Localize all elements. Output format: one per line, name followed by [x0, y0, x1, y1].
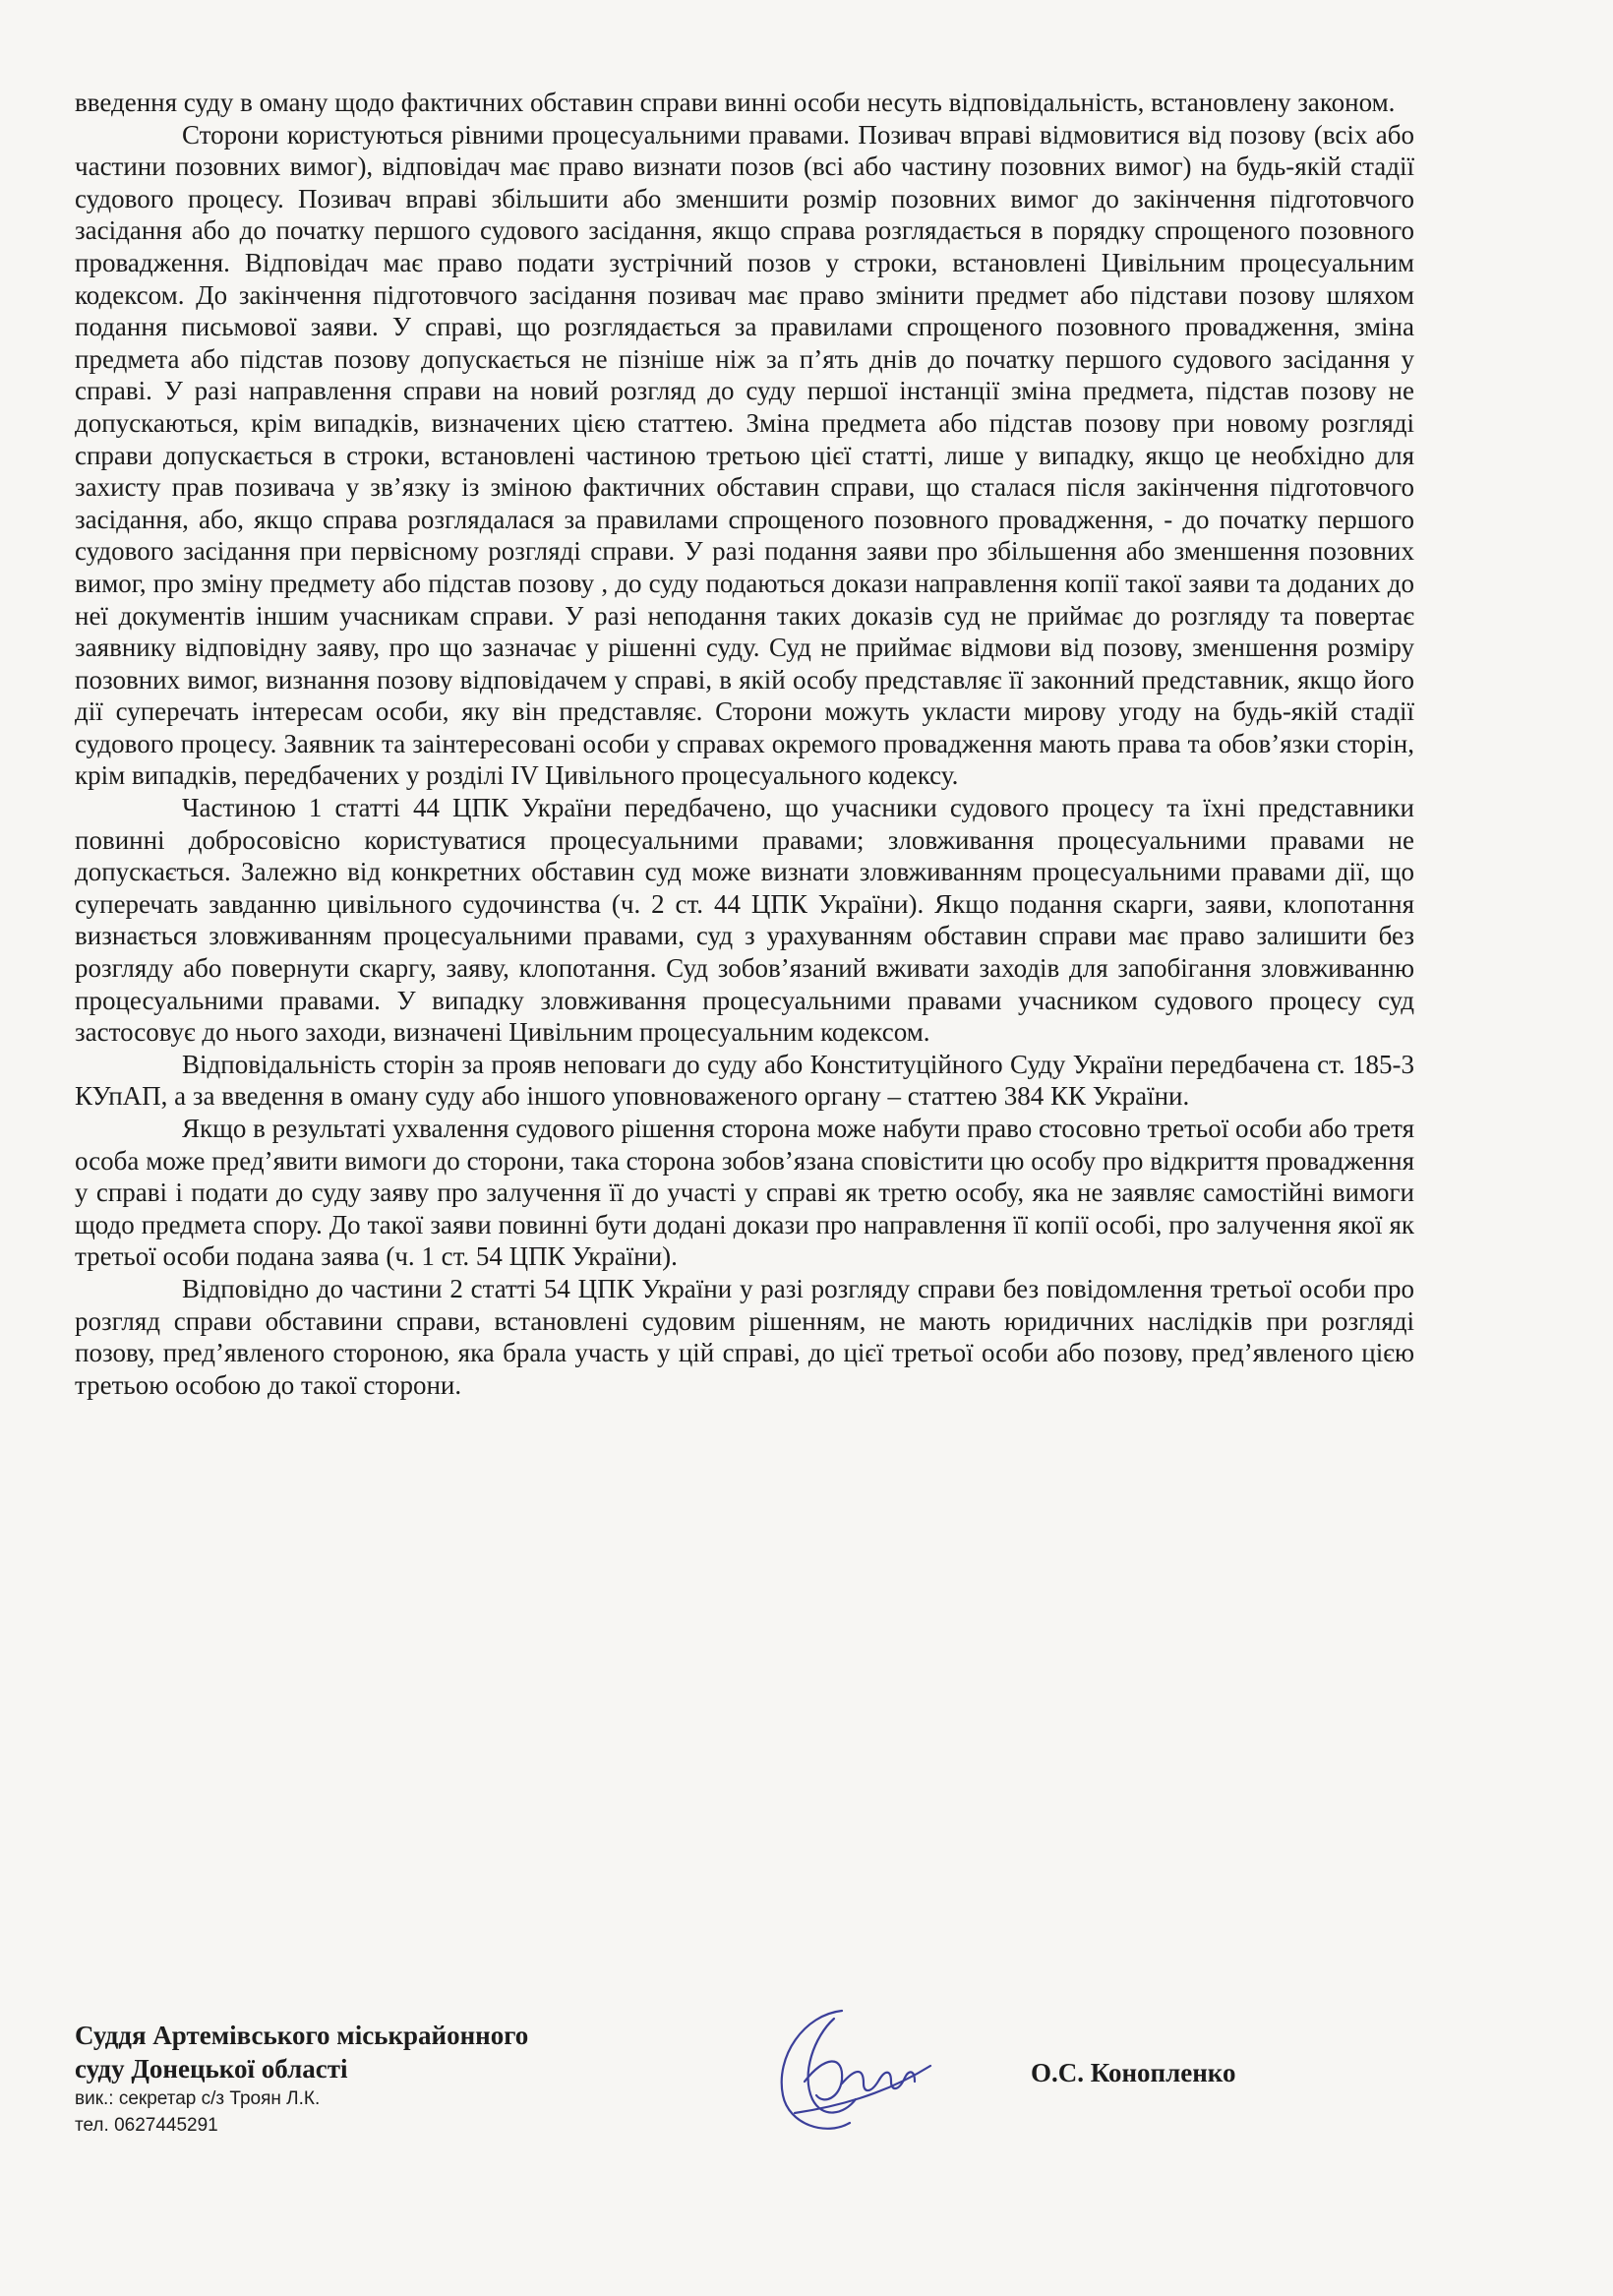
judge-name: О.С. Конопленко [1031, 2058, 1236, 2087]
document-body [75, 87, 1414, 1401]
phone-line: тел. 0627445291 [75, 2115, 218, 2136]
paragraph-abuse-of-rights: Частиною 1 статті 44 ЦПК України передбачено, що учасники судового процесу та їхні представники повинні добросовісно користуватися процесуальними правами; зловживання процесуальними правами не допускається. Залежно від конкретних обставин суд може визнати зловживанням процесуальними правами дії, що суперечать завданню цивільного судочинства (ч. 2 ст. 44 ЦПК України). Якщо подання скарги, заяви, клопотання визнається зловживанням процесуальними правами, суд з урахуванням обставин справи має право залишити без розгляду або повернути скаргу, заяву, клопотання. Суд зобов’язаний вживати заходів для запобігання зловживанню процесуальними правами. У випадку зловживання процесуальними правами учасником судового процесу суд застосовує до нього заходи, визначені Цивільним процесуальним кодексом. [75, 793, 1414, 1048]
judge-title-line2: суду Донецької області [75, 2054, 348, 2084]
paragraph-third-party: Якщо в результаті ухвалення судового рішення сторона може набути право стосовно третьої особи або третя особа може пред’явити вимоги до сторони, така сторона зобов’язана сповістити цю особу про відкриття провадження у справі і подати до суду заяву про залучення її до участі у справі як третю особу, яка не заявляє самостійні вимоги щодо предмета спору. До такої заяви повинні бути додані докази про направлення її копії особі, про залучення якої як третьої особи подана заява (ч. 1 ст. 54 ЦПК України). [75, 1114, 1414, 1272]
judge-title-line1: Суддя Артемівського міськрайонного [75, 2021, 529, 2050]
handwritten-signature [765, 1997, 942, 2145]
paragraph-liability: Відповідальність сторін за прояв неповаги до суду або Конституційного Суду України передбачена ст. 185-3 КУпАП, а за введення в оману суду або іншого уповноваженого органу – статтею 384 КК України. [75, 1049, 1414, 1112]
paragraph-continuation: введення суду в оману щодо фактичних обставин справи винні особи несуть відповідальність, встановлену законом. [75, 88, 1396, 117]
signature-block [75, 2019, 528, 2139]
paragraph-third-party-notice: Відповідно до частини 2 статті 54 ЦПК України у разі розгляду справи без повідомлення третьої особи про розгляд справи обставини справи, встановлені судовим рішенням, не мають юридичних наслідків при розгляді позову, пред’явленого стороною, яка брала участь у цій справі, до цієї третьої особи або позову, пред’явленого цією третьою особою до такої сторони. [75, 1273, 1414, 1400]
paragraph-parties-rights: Сторони користуються рівними процесуальними правами. Позивач вправі відмовитися від позову (всіх або частини позовних вимог), відповідач має право визнати позов (всі або частину позовних вимог) на будь-якій стадії судового процесу. Позивач вправі збільшити або зменшити розмір позовних вимог до закінчення підготовчого засідання або до початку першого судового засідання, якщо справа розглядається в порядку спрощеного позовного провадження. Відповідач має право подати зустрічний позов у строки, встановлені Цивільним процесуальним кодексом. До закінчення підготовчого засідання позивач має право змінити предмет або підстави позову шляхом подання письмової заяви. У справі, що розглядається за правилами спрощеного позовного провадження, зміна предмета або підстав позову допускається не пізніше ніж за п’ять днів до початку першого судового засідання у справі. У разі направлення справи на новий розгляд до суду першої інстанції зміна предмета, підстав позову не допускаються, крім випадків, визначених цією статтею. Зміна предмета або підстав позову при новому розгляді справи допускається в строки, встановлені частиною третьою цієї статті, лише у випадку, якщо це необхідно для захисту прав позивача у зв’язку із зміною фактичних обставин справи, що сталася після закінчення підготовчого засідання, або, якщо справа розглядалася за правилами спрощеного позовного провадження, - до початку першого судового засідання при первісному розгляді справи. У разі подання заяви про збільшення або зменшення позовних вимог, про зміну предмету або підстав позову , до суду подаються докази направлення копії такої заяви та доданих до неї документів іншим учасникам справи. У разі неподання таких доказів суд не приймає до розгляду та повертає заявнику відповідну заяву, про що зазначає у рішенні суду. Суд не приймає відмови від позову, зменшення розміру позовних вимог, визнання позову відповідачем у справі, в якій особу представляє її законний представник, якщо його дії суперечать інтересам особи, яку він представляє. Сторони можуть укласти мирову угоду на будь-якій стадії судового процесу. Заявник та заінтересовані особи у справах окремого провадження мають права та обов’язки сторін, крім випадків, передбачених у розділі IV Цивільного процесуального кодексу. [75, 119, 1414, 791]
executor-line: вик.: секретар с/з Троян Л.К. [75, 2088, 321, 2109]
